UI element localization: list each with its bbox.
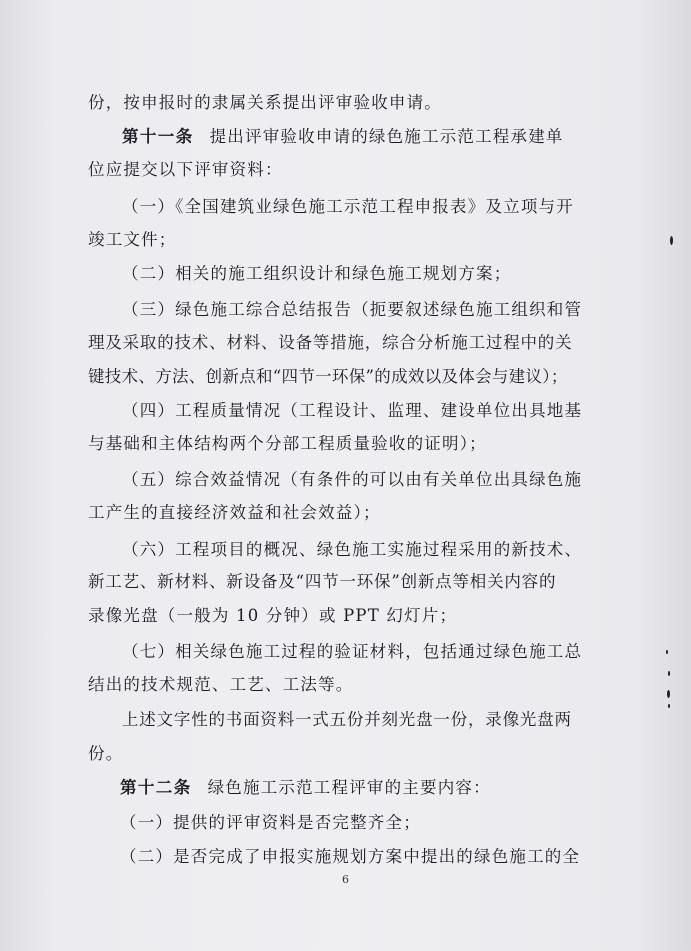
text-line: 工产生的直接经济效益和社会效益）； xyxy=(88,503,381,522)
list-item-6: （六）工程项目的概况、绿色施工实施过程采用的新技术、 xyxy=(122,540,583,559)
list-item-7: （七）相关绿色施工过程的验证材料，包括通过绿色施工总 xyxy=(122,642,583,661)
list-item-3: （三）绿色施工综合总结报告（扼要叙述绿色施工组织和管 xyxy=(122,300,583,319)
article-11-heading: 第十一条 xyxy=(122,127,194,146)
text-line: 与基础和主体结构两个分部工程质量验收的证明）； xyxy=(88,434,487,453)
article-11-line xyxy=(0,126,691,148)
page-number: 6 xyxy=(342,873,349,886)
text-line: 绿色施工示范工程评审的主要内容： xyxy=(207,778,491,797)
binding-mark xyxy=(670,236,673,245)
list-item-1: （一）《全国建筑业绿色施工示范工程申报表》及立项与开 xyxy=(122,197,574,216)
binding-mark xyxy=(666,650,668,654)
list-item-12-1: （一）提供的评审资料是否完整齐全； xyxy=(120,813,421,832)
list-item-12-2: （二）是否完成了申报实施规划方案中提出的绿色施工的全 xyxy=(120,847,581,866)
binding-mark xyxy=(667,690,670,698)
text-line: 理及采取的技术、材料、设备等措施，综合分析施工过程中的关 xyxy=(88,333,573,352)
text-line: 份。 xyxy=(88,744,124,763)
article-12-heading: 第十二条 xyxy=(120,778,192,797)
list-item-2: （二）相关的施工组织设计和绿色施工规划方案； xyxy=(122,264,512,283)
binding-mark xyxy=(668,704,670,708)
text-line: 录像光盘（一般为 10 分钟）或 PPT 幻灯片； xyxy=(88,606,458,625)
list-item-5: （五）综合效益情况（有条件的可以由有关单位出具绿色施 xyxy=(122,470,583,489)
text-line: 位应提交以下评审资料： xyxy=(88,160,283,179)
text-line: 上述文字性的书面资料一式五份并刻光盘一份，录像光盘两 xyxy=(122,710,572,729)
text-line: 新工艺、新材料、新设备及“四节一环保”创新点等相关内容的 xyxy=(88,572,557,591)
list-item-4: （四）工程质量情况（工程设计、监理、建设单位出具地基 xyxy=(122,401,583,420)
text-line: 提出评审验收申请的绿色施工示范工程承建单 xyxy=(209,127,564,146)
binding-mark xyxy=(668,671,670,676)
article-12-line xyxy=(0,777,691,799)
text-line: 份，按申报时的隶属关系提出评审验收申请。 xyxy=(88,93,442,112)
text-line: 键技术、方法、创新点和“四节一环保”的成效以及体会与建议）； xyxy=(88,367,568,386)
text-line: 结出的技术规范、工艺、工法等。 xyxy=(88,675,354,694)
text-line: 竣工文件； xyxy=(88,230,177,249)
